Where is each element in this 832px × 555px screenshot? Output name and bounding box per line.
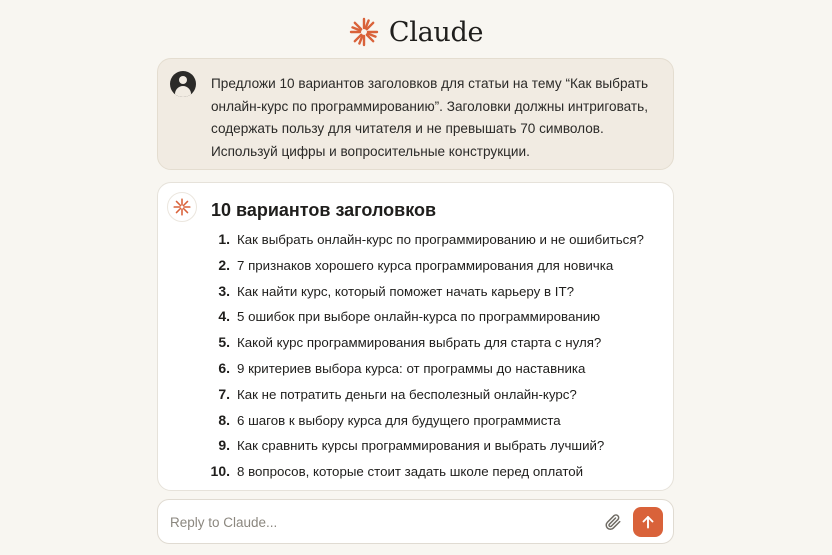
claude-starburst-icon <box>173 198 191 216</box>
headline-item <box>203 231 663 257</box>
headline-text: Какой курс программирования выбрать для старта с нуля? <box>237 335 602 351</box>
arrow-up-icon <box>641 515 655 529</box>
headline-text: 8 вопросов, которые стоит задать школе перед оплатой <box>237 464 584 480</box>
headline-list <box>203 231 663 489</box>
headline-item <box>203 283 663 309</box>
headline-number: 3. <box>218 282 230 299</box>
attach-button[interactable] <box>602 511 624 533</box>
user-message-text: Предложи 10 вариантов заголовков для статьи на тему “Как выбрать онлайн-курс по программированию”. Заголовки должны интриговать, содержать пользу для читателя и не превышать 70 символов. Используй цифры и вопросительные конструкции. <box>211 76 649 159</box>
headline-number: 9. <box>218 437 230 454</box>
headline-item <box>203 412 663 438</box>
headline-number: 8. <box>218 411 230 428</box>
headline-item <box>203 437 663 463</box>
headline-item <box>203 463 663 489</box>
headline-item <box>203 257 663 283</box>
paperclip-icon <box>604 513 622 531</box>
headline-text: 5 ошибок при выборе онлайн-курса по программированию <box>237 309 601 325</box>
answer-title: 10 вариантов заголовков <box>211 200 437 220</box>
reply-composer <box>157 499 674 544</box>
user-avatar-icon <box>170 71 196 97</box>
headline-text: Как не потратить деньги на бесполезный онлайн-курс? <box>237 386 577 402</box>
headline-item <box>203 360 663 386</box>
headline-text: 7 признаков хорошего курса программирования для новичка <box>237 257 614 273</box>
headline-number: 7. <box>218 385 230 402</box>
brand-name: Claude <box>388 16 484 48</box>
app-header <box>0 14 832 50</box>
headline-text: Как сравнить курсы программирования и выбрать лучший? <box>237 438 605 454</box>
send-button[interactable] <box>633 507 663 537</box>
headline-number: 6. <box>218 359 230 376</box>
headline-item <box>203 308 663 334</box>
headline-text: Как выбрать онлайн-курс по программированию и не ошибиться? <box>237 232 644 247</box>
headline-number: 2. <box>218 256 230 273</box>
user-message <box>157 58 674 170</box>
headline-number: 10. <box>210 463 230 480</box>
headline-item <box>203 334 663 360</box>
assistant-avatar <box>167 192 197 222</box>
headline-number: 4. <box>218 308 230 325</box>
assistant-message <box>157 182 674 491</box>
reply-input[interactable] <box>170 508 590 536</box>
headline-number: 5. <box>218 334 230 351</box>
headline-text: 6 шагов к выбору курса для будущего программиста <box>237 412 561 428</box>
headline-item <box>203 386 663 412</box>
headline-number: 1. <box>218 231 230 247</box>
headline-text: 9 критериев выбора курса: от программы до наставника <box>237 360 586 376</box>
claude-starburst-icon <box>349 17 379 47</box>
headline-text: Как найти курс, который поможет начать карьеру в IT? <box>237 283 574 299</box>
